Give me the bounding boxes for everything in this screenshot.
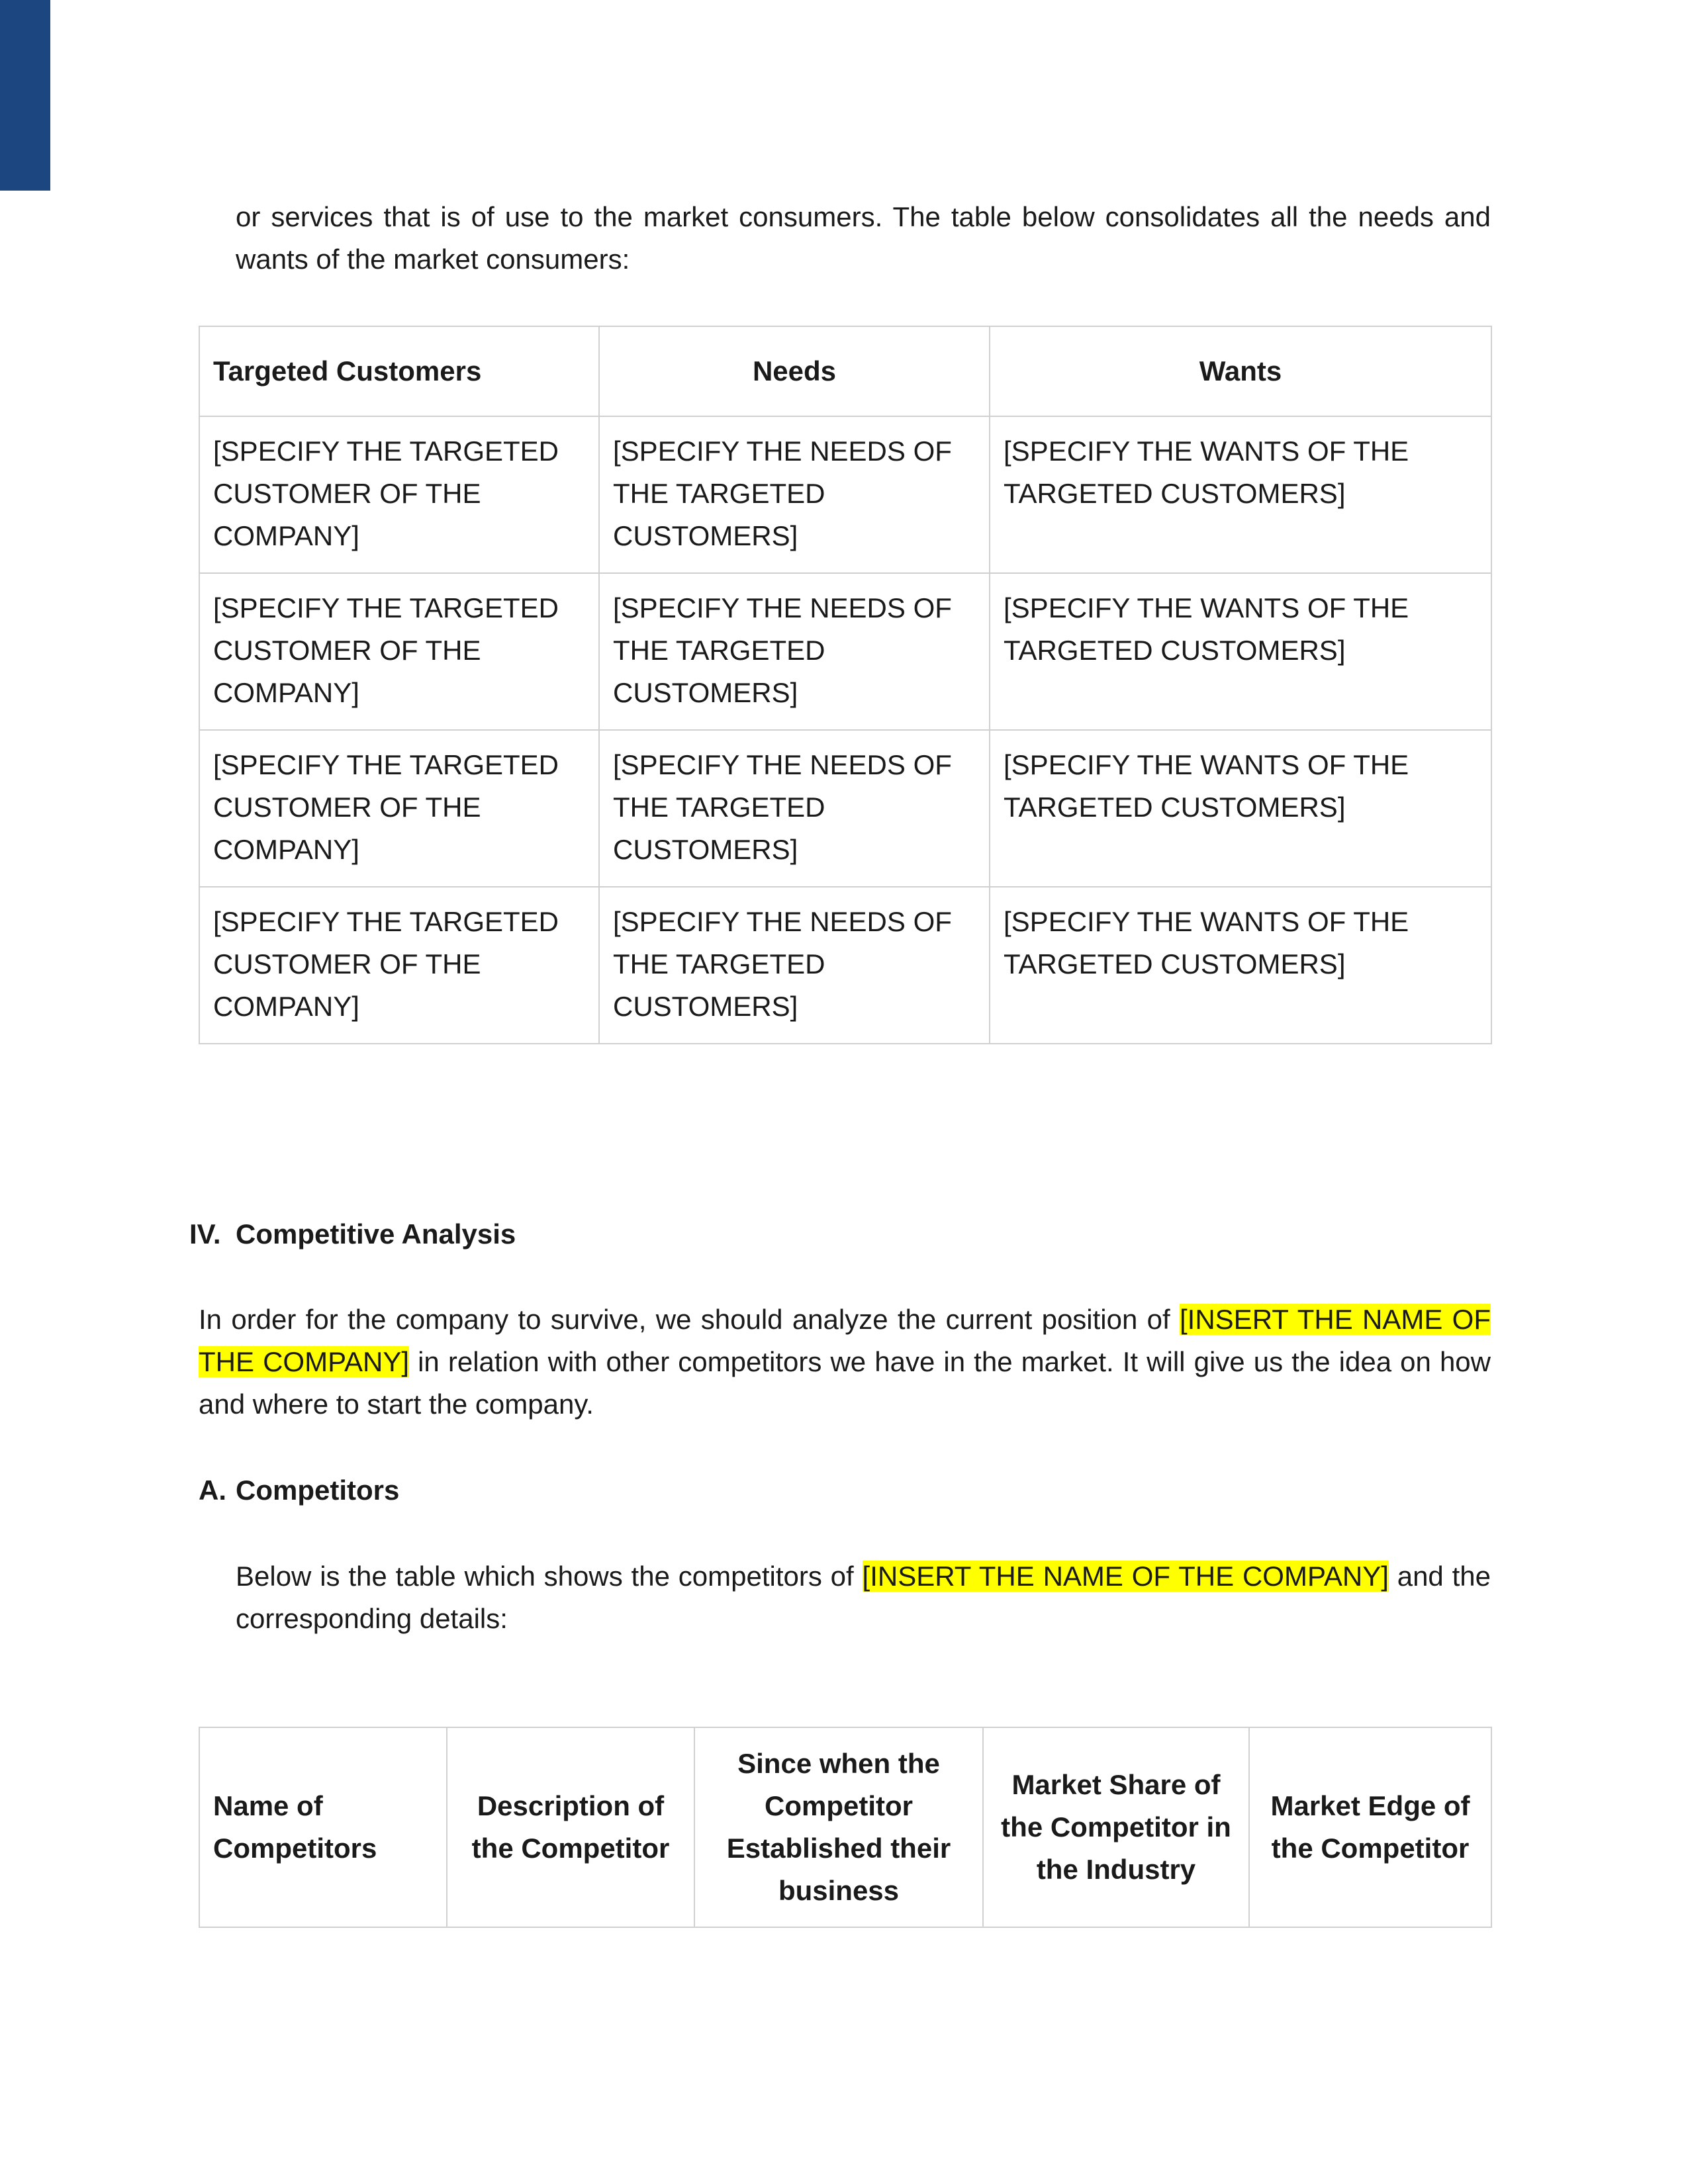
cell-needs: [SPECIFY THE NEEDS OF THE TARGETED CUSTOMERS] (599, 573, 990, 730)
table-header-row (199, 326, 1491, 416)
header-name-of-competitors: Name of Competitors (199, 1727, 447, 1927)
header-description: Description of the Competitor (447, 1727, 694, 1927)
section-title: Competitive Analysis (236, 1218, 516, 1250)
table-row (199, 573, 1491, 730)
table-header-row (199, 1727, 1491, 1927)
cell-wants: [SPECIFY THE WANTS OF THE TARGETED CUSTOMERS] (990, 730, 1491, 887)
needs-wants-table (199, 326, 1492, 1044)
header-targeted-customers: Targeted Customers (199, 326, 599, 416)
section-number: IV. (189, 1218, 221, 1250)
intro-paragraph (236, 196, 1491, 281)
cell-wants: [SPECIFY THE WANTS OF THE TARGETED CUSTOMERS] (990, 416, 1491, 573)
table-row (199, 416, 1491, 573)
cell-wants: [SPECIFY THE WANTS OF THE TARGETED CUSTOMERS] (990, 573, 1491, 730)
cell-wants: [SPECIFY THE WANTS OF THE TARGETED CUSTOMERS] (990, 887, 1491, 1044)
subsection-heading-competitors (199, 1469, 399, 1512)
cell-targeted-customer: [SPECIFY THE TARGETED CUSTOMER OF THE COMPANY] (199, 887, 599, 1044)
competitive-analysis-paragraph (199, 1298, 1491, 1426)
paragraph-text: Below is the table which shows the competitors of (236, 1561, 863, 1592)
subsection-title: Competitors (236, 1475, 400, 1506)
header-market-share: Market Share of the Competitor in the Industry (983, 1727, 1249, 1927)
paragraph-text: in relation with other competitors we have in the market. It will give us the idea on how and where to start the company. (199, 1346, 1491, 1420)
paragraph-text: and the corresponding details: (236, 1561, 1491, 1634)
section-heading-competitive-analysis (189, 1213, 516, 1255)
header-market-edge: Market Edge of the Competitor (1249, 1727, 1491, 1927)
company-name-placeholder: [INSERT THE NAME OF THE COMPANY] (862, 1561, 1389, 1592)
paragraph-text: In order for the company to survive, we should analyze the current position of (199, 1304, 1180, 1335)
cell-needs: [SPECIFY THE NEEDS OF THE TARGETED CUSTOMERS] (599, 887, 990, 1044)
subsection-number: A. (199, 1475, 226, 1506)
cell-needs: [SPECIFY THE NEEDS OF THE TARGETED CUSTOMERS] (599, 416, 990, 573)
cell-needs: [SPECIFY THE NEEDS OF THE TARGETED CUSTOMERS] (599, 730, 990, 887)
cell-targeted-customer: [SPECIFY THE TARGETED CUSTOMER OF THE COMPANY] (199, 573, 599, 730)
page-side-accent-bar (0, 0, 50, 191)
intro-text: or services that is of use to the market consumers. The table below consolidates all the needs and wants of the market consumers: (236, 201, 1491, 275)
cell-targeted-customer: [SPECIFY THE TARGETED CUSTOMER OF THE COMPANY] (199, 730, 599, 887)
table-row (199, 730, 1491, 887)
header-wants: Wants (990, 326, 1491, 416)
header-since-established: Since when the Competitor Established their business (694, 1727, 983, 1927)
company-name-placeholder: [INSERT THE NAME OF THE COMPANY] (199, 1304, 1491, 1377)
competitors-table (199, 1727, 1492, 1928)
competitors-intro-paragraph (236, 1555, 1491, 1640)
cell-targeted-customer: [SPECIFY THE TARGETED CUSTOMER OF THE COMPANY] (199, 416, 599, 573)
header-needs: Needs (599, 326, 990, 416)
table-row (199, 887, 1491, 1044)
